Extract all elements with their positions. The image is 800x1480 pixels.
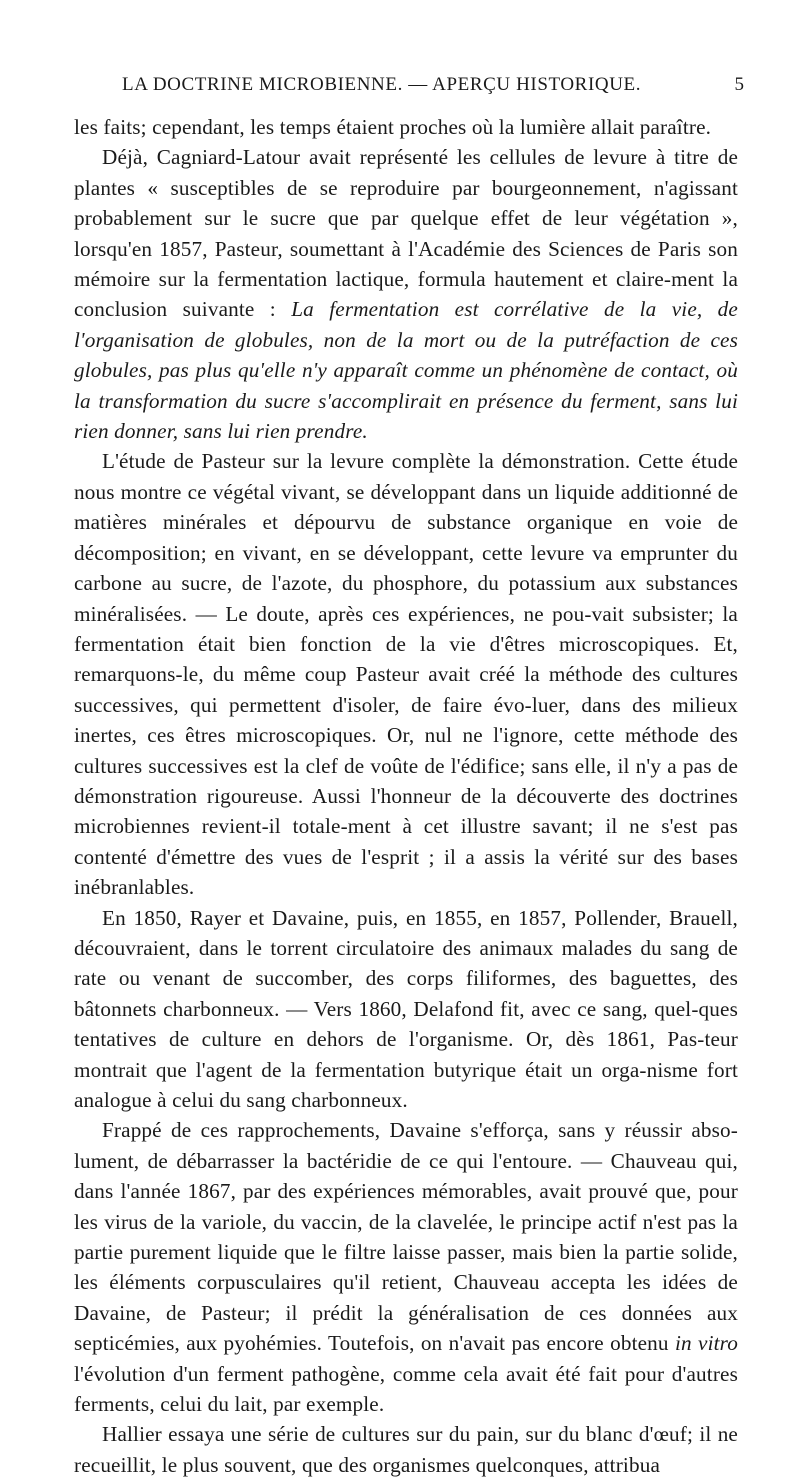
paragraph-levure — [74, 446, 738, 902]
text-segment: L'étude de Pasteur sur la levure complète la démonstration. Cette étude nous montre ce végétal vivant, se développant dans un liquide additionné de matières minérales et dépourvu de substance organique en voie de décomposition; en vivant, en se développant, cette levure va emprunter du carbone au sucre, de l'azote, du phosphore, du potassium aux substances minéralisées. — Le doute, après ces expériences, ne pou-vait subsister; la fermentation était bien fonction de la vie d'êtres microscopiques. Et, remarquons-le, du même coup Pasteur avait créé la méthode des cultures successives, qui permettent d'isoler, de faire évo-luer, dans des milieux inertes, ces êtres microscopiques. Or, nul ne l'ignore, cette méthode des cultures successives est la clef de voûte de l'édifice; sans elle, il n'y a pas de démonstration rigoureuse. Aussi l'honneur de la découverte des doctrines microbiennes revient-il totale-ment à cet illustre savant; il ne s'est pas contenté d'émettre des vues de l'esprit ; il a assis la vérité sur des bases inébranlables. — [74, 449, 738, 900]
page-number: 5 — [734, 74, 744, 95]
text-segment: l'évolution d'un ferment pathogène, comme cela avait été fait pour d'autres ferments, celui du lait, par exemple. — [74, 1361, 738, 1417]
paragraph-chauveau — [74, 1115, 738, 1419]
page-header — [74, 74, 744, 104]
latin-phrase: in vitro — [674, 1331, 738, 1356]
running-head: LA DOCTRINE MICROBIENNE. — APERÇU HISTORIQUE. — [122, 74, 642, 95]
text-segment: Frappé de ces rapprochements, Davaine s'efforça, sans y réussir abso-lument, de débarrasser la bactéridie de ce qui l'entoure. — Chauveau qui, dans l'année 1867, par des expériences mémorables, avait prouvé que, pour les virus de la variole, du vaccin, de la clavelée, le principe actif n'est pas la partie purement liquide que le filtre laisse passer, mais bien la partie solide, les éléments corpusculaires qu'il retient, Chauveau accepta les idées de Davaine, de Pasteur; il prédit la généralisation de ces données aux septicémies, aux pyohémies. Toutefois, on n'avait pas encore obtenu — [74, 1118, 738, 1356]
text-segment: En 1850, Rayer et Davaine, puis, en 1855, en 1857, Pollender, Brauell, découvraient, dans le torrent circulatoire des animaux malades du sang de rate ou venant de succomber, des corps filiformes, des baguettes, des bâtonnets charbonneux. — Vers 1860, Delafond fit, avec ce sang, quel-ques tentatives de culture en dehors de l'organisme. Or, dès 1861, Pas-teur montrait que l'agent de la fermentation butyrique était un orga-nisme fort analogue à celui du sang charbonneux. — [74, 905, 738, 1112]
quotation-italic: La fermentation est corrélative de la vie, de l'organisation de globules, non de la mort ou de la putréfaction de ces globules, pas plus qu'elle n'y apparaît comme un phénomène de contact, où la transformation du sucre s'accomplirait en présence du ferment, sans lui rien donner, sans lui rien prendre. — [74, 297, 738, 444]
body-text — [74, 112, 738, 1480]
paragraph-cagniard-latour — [74, 142, 738, 446]
text-segment: Déjà, Cagniard-Latour avait représenté les cellules de levure à titre de plantes « susceptibles de se reproduire par bourgeonnement, n'agissant probablement sur le sucre que par quelque effet de leur végétation », lorsqu'en 1857, Pasteur, soumettant à l'Académie des Sciences de Paris son mémoire sur la fermentation lactique, formula hautement et claire-ment la conclusion suivante : — [74, 145, 738, 322]
paragraph-hallier — [74, 1419, 738, 1480]
text-segment: Hallier essaya une série de cultures sur du pain, sur du blanc d'œuf; il ne recueillit, le plus souvent, que des organismes quelconques, attribua — [74, 1422, 738, 1477]
paragraph-rayer-davaine — [74, 903, 738, 1116]
text-segment: les faits; cependant, les temps étaient proches où la lumière allait paraître. — [74, 115, 712, 139]
paragraph-continuation — [74, 112, 738, 142]
